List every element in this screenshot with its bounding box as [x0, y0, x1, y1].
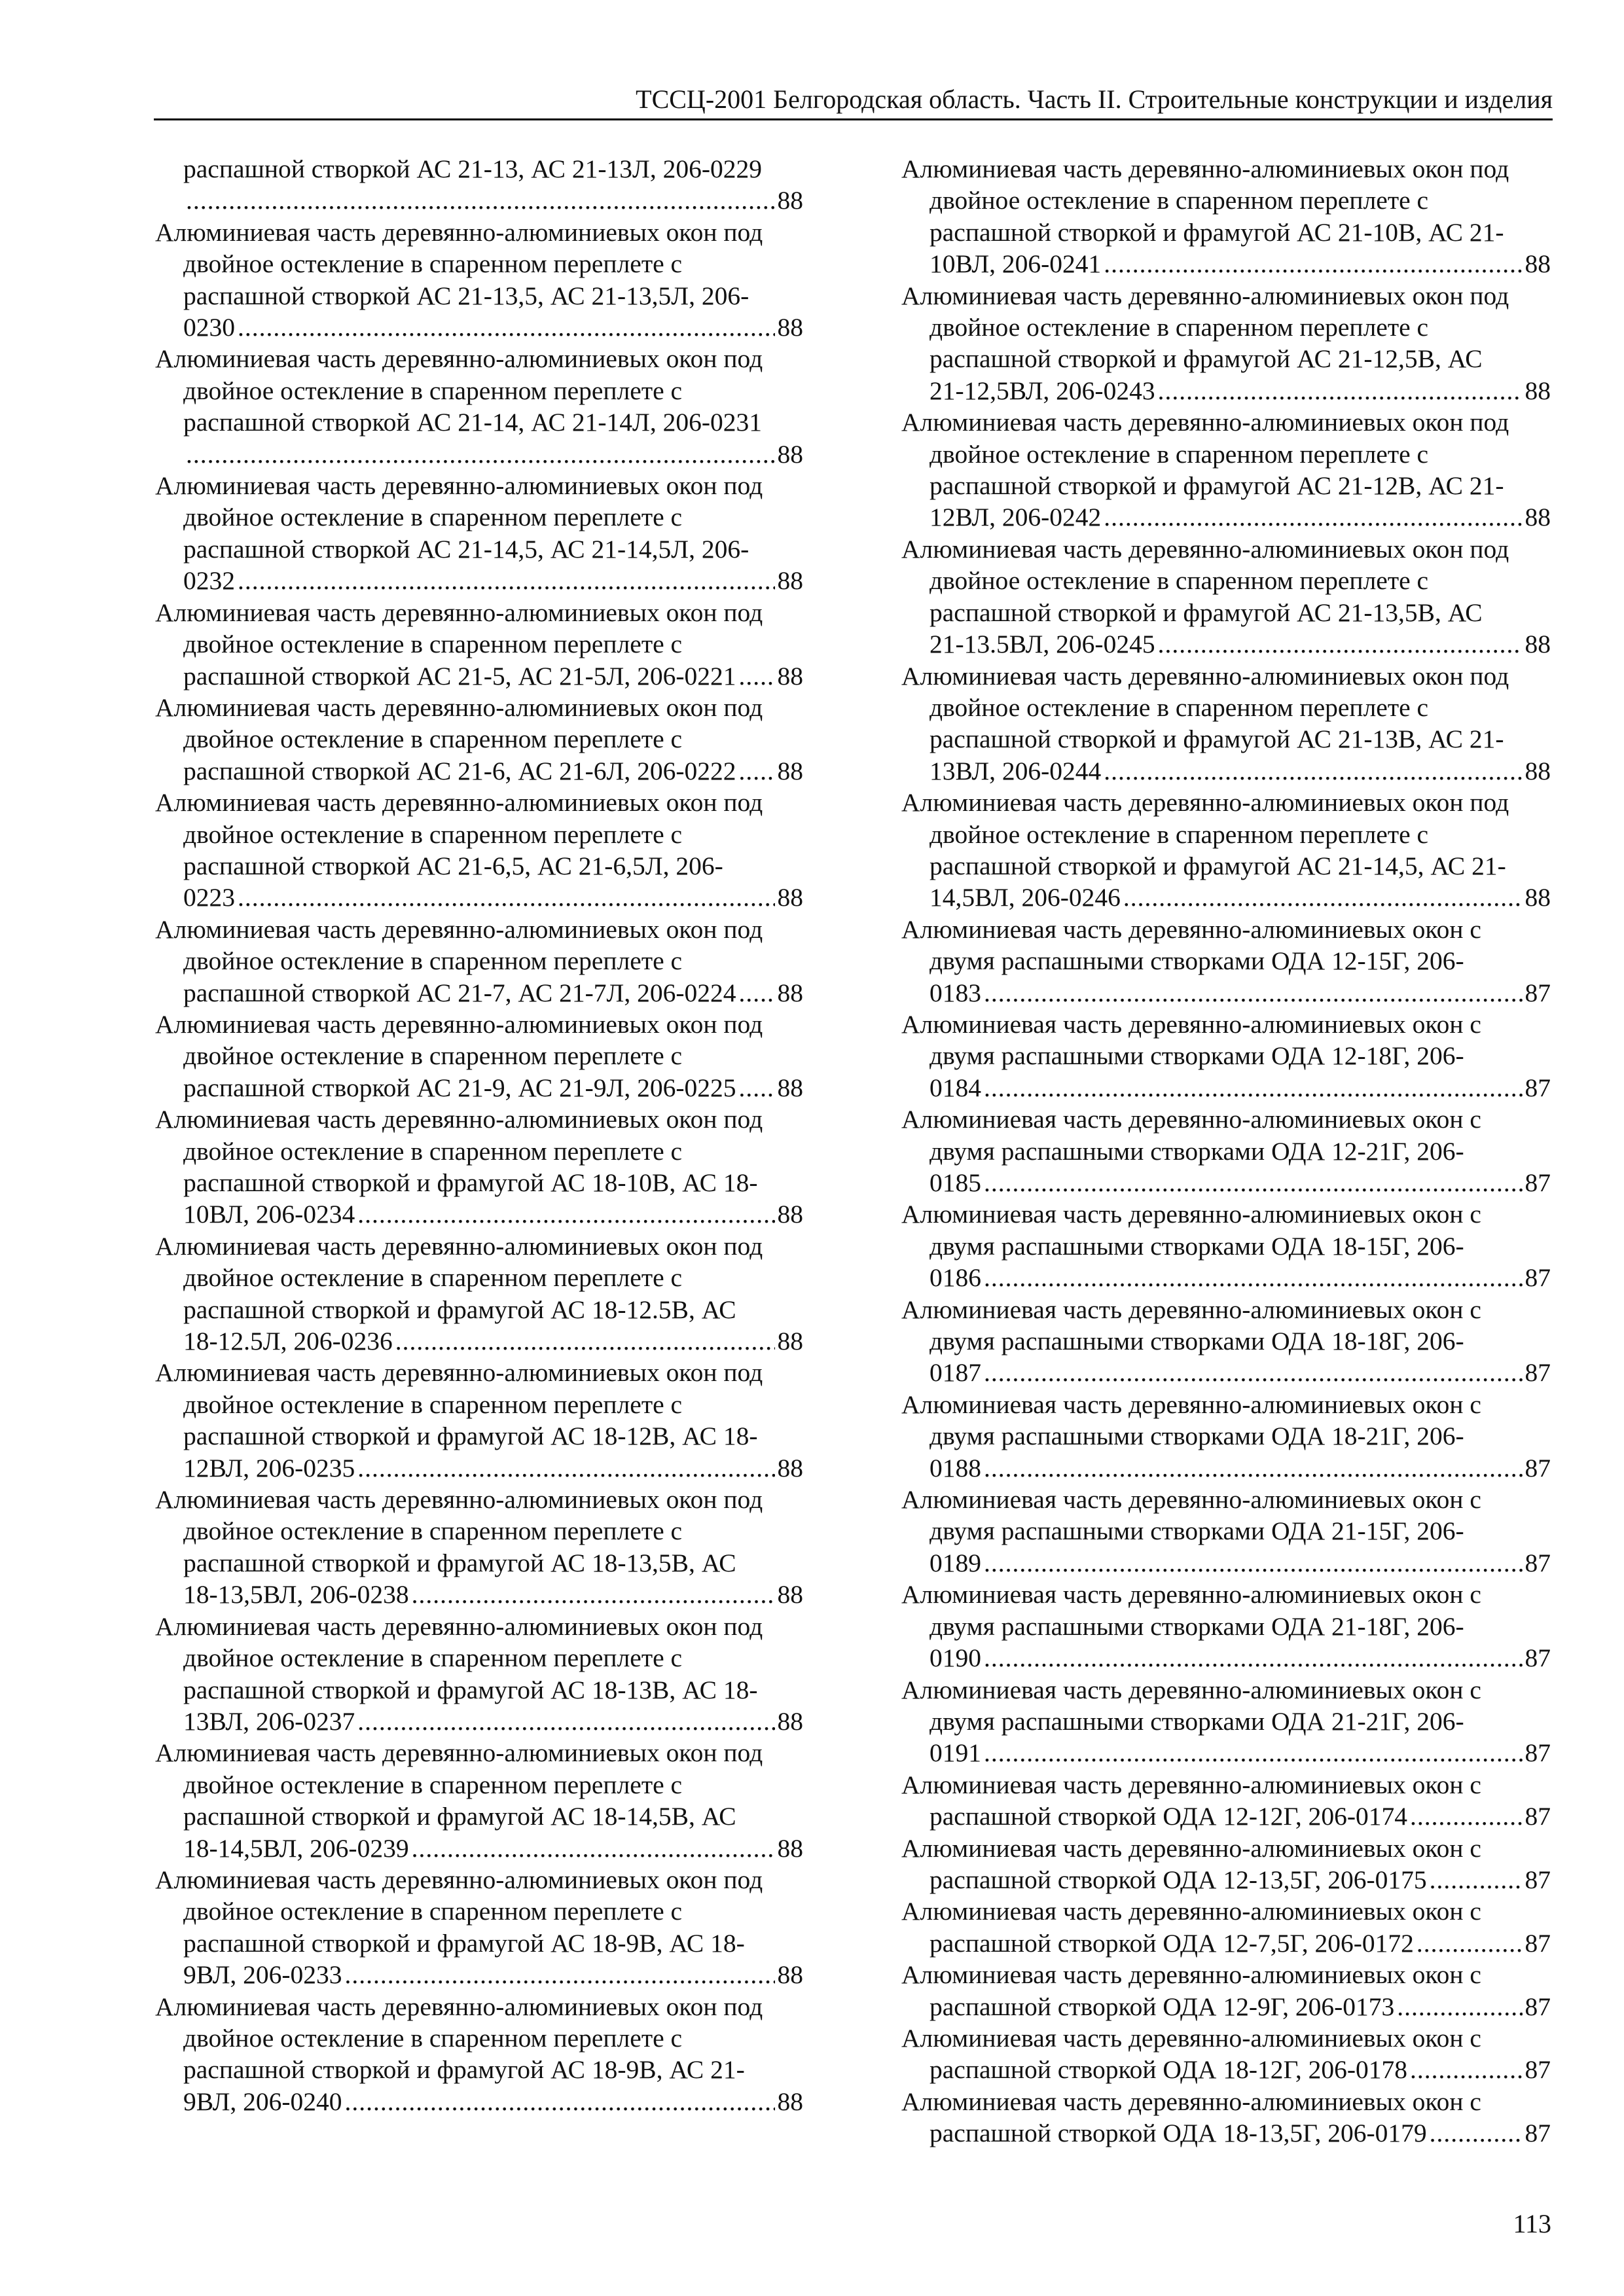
entry-text-line: Алюминиевая часть деревянно-алюминиевых окон под [155, 1738, 763, 1768]
entry-leader-line [901, 248, 1551, 279]
entry-text-line: 14,5ВЛ, 206-0246 [929, 883, 1121, 912]
header-title: ТССЦ-2001 Белгородская область. Часть II. Строительные конструкции и изделия [636, 84, 1553, 114]
entry-text-line: распашной створкой и фрамугой АС 21-13,5В, АС [929, 598, 1483, 627]
entry-text-line: двумя распашными створками ОДА 21-21Г, 206- [929, 1706, 1464, 1736]
entry-leader-line [901, 1928, 1551, 1959]
entry-text-line: двойное остекление в спаренном переплете с [929, 186, 1429, 215]
dot-leader [412, 1833, 775, 1864]
index-entry [901, 660, 1551, 787]
entry-text-line: распашной створкой АС 21-7, АС 21-7Л, 206-0224 [183, 978, 736, 1007]
entry-text-line: распашной створкой АС 21-14,5, АС 21-14,5Л, 206- [183, 534, 749, 564]
entry-text-line: 0190 [929, 1643, 981, 1673]
entry-text-line: 0186 [929, 1263, 981, 1293]
index-entry [155, 1009, 803, 1103]
entry-text-line: двойное остекление в спаренном переплете с [183, 249, 683, 279]
entry-page-number: 87 [1525, 2055, 1551, 2085]
entry-text-line: 0189 [929, 1548, 981, 1577]
entry-page-number: 88 [1525, 756, 1551, 785]
index-entry [901, 914, 1551, 1009]
dot-leader [186, 185, 775, 216]
entry-leader-line [155, 977, 803, 1009]
index-entry [155, 343, 803, 470]
entry-text-line: распашной створкой и фрамугой АС 18-13В, АС 18- [183, 1675, 758, 1704]
dot-leader [186, 439, 775, 470]
index-column-right [901, 153, 1551, 2149]
entry-page-number: 87 [1525, 1643, 1551, 1673]
dot-leader [984, 1737, 1523, 1768]
entry-text-line: распашной створкой и фрамугой АС 18-13,5В, АС [183, 1548, 736, 1577]
entry-leader-line [901, 977, 1551, 1009]
entry-text-line: Алюминиевая часть деревянно-алюминиевых окон с [901, 1833, 1481, 1863]
dot-leader [984, 1547, 1523, 1579]
entry-text-line: распашной створкой АС 21-6, АС 21-6Л, 206-0222 [183, 756, 736, 785]
entry-leader-line [155, 2086, 803, 2117]
entry-text-line: распашной створкой АС 21-13,5, АС 21-13,5Л, 206- [183, 281, 749, 310]
entry-text-line: двойное остекление в спаренном переплете с [183, 1770, 683, 1799]
entry-text-line: распашной створкой ОДА 18-13,5Г, 206-0179 [929, 2119, 1427, 2148]
dot-leader [984, 1072, 1523, 1103]
dot-leader [345, 2086, 775, 2117]
entry-text-line: Алюминиевая часть деревянно-алюминиевых окон под [155, 788, 763, 817]
entry-text-line: двумя распашными створками ОДА 21-15Г, 206- [929, 1516, 1464, 1546]
entry-text-line: Алюминиевая часть деревянно-алюминиевых окон с [901, 2023, 1481, 2053]
index-entry [155, 597, 803, 692]
entry-leader-line [155, 1452, 803, 1484]
entry-text-line: 9ВЛ, 206-0233 [183, 1960, 342, 1990]
index-entry [155, 1864, 803, 1991]
entry-leader-line [901, 1262, 1551, 1293]
entry-leader-line [155, 1198, 803, 1230]
index-entry [901, 533, 1551, 660]
entry-page-number: 87 [1525, 2119, 1551, 2148]
entry-text-line: двойное остекление в спаренном переплете с [183, 1041, 683, 1071]
entry-text-line: распашной створкой и фрамугой АС 18-9В, АС 18- [183, 1928, 745, 1958]
entry-text-line: распашной створкой АС 21-14, АС 21-14Л, 206-0231 [183, 408, 762, 437]
entry-text-line: двойное остекление в спаренном переплете с [183, 503, 683, 532]
entry-text-line: 21-12,5ВЛ, 206-0243 [929, 376, 1155, 405]
entry-text-line: Алюминиевая часть деревянно-алюминиевых окон с [901, 1295, 1481, 1324]
entry-text-line: Алюминиевая часть деревянно-алюминиевых окон под [155, 1992, 763, 2021]
entry-text-line: двойное остекление в спаренном переплете с [183, 725, 683, 754]
entry-text-line: Алюминиевая часть деревянно-алюминиевых окон под [901, 408, 1509, 437]
entry-text-line: Алюминиевая часть деревянно-алюминиевых окон под [155, 914, 763, 944]
dot-leader [984, 1357, 1523, 1388]
entry-leader-line [155, 882, 803, 913]
entry-leader-line [155, 312, 803, 343]
entry-page-number: 87 [1525, 1168, 1551, 1197]
index-entry [901, 1579, 1551, 1674]
entry-page-number: 87 [1525, 1992, 1551, 2021]
entry-leader-line [901, 501, 1551, 533]
entry-text-line: двумя распашными створками ОДА 12-18Г, 206- [929, 1041, 1464, 1071]
dot-leader [1104, 248, 1522, 279]
entry-leader-line [155, 565, 803, 596]
entry-page-number: 88 [777, 1580, 803, 1609]
entry-page-number: 87 [1525, 1865, 1551, 1894]
entry-text-line: Алюминиевая часть деревянно-алюминиевых окон с [901, 1897, 1481, 1926]
dot-leader [739, 1072, 775, 1103]
entry-text-line: 13ВЛ, 206-0237 [183, 1706, 355, 1736]
entry-text-line: двойное остекление в спаренном переплете с [183, 630, 683, 659]
index-entry [901, 153, 1551, 280]
entry-page-number: 88 [777, 186, 803, 215]
index-entry [155, 1737, 803, 1864]
entry-text-line: Алюминиевая часть деревянно-алюминиевых окон с [901, 1390, 1481, 1419]
entry-text-line: Алюминиевая часть деревянно-алюминиевых окон под [155, 1611, 763, 1641]
entry-leader-line [901, 1072, 1551, 1103]
entry-text-line: 18-14,5ВЛ, 206-0239 [183, 1833, 409, 1863]
entry-text-line: Алюминиевая часть деревянно-алюминиевых окон под [155, 471, 763, 501]
index-entry [155, 1484, 803, 1611]
dot-leader [1430, 2117, 1523, 2149]
entry-text-line: двойное остекление в спаренном переплете с [929, 819, 1429, 849]
dot-leader [984, 977, 1523, 1009]
entry-text-line: двойное остекление в спаренном переплете с [183, 1263, 683, 1293]
entry-page-number: 87 [1525, 1928, 1551, 1958]
index-entry [901, 1959, 1551, 2022]
entry-text-line: Алюминиевая часть деревянно-алюминиевых окон под [155, 1358, 763, 1388]
entry-text-line: распашной створкой ОДА 12-9Г, 206-0173 [929, 1992, 1395, 2021]
dot-leader [739, 755, 775, 787]
dot-leader [984, 1262, 1523, 1293]
entry-leader-line [155, 1706, 803, 1737]
entry-leader-line [901, 628, 1551, 660]
page-number: 113 [1513, 2209, 1551, 2238]
entry-text-line: Алюминиевая часть деревянно-алюминиевых окон под [901, 661, 1509, 691]
entry-text-line: двумя распашными створками ОДА 18-15Г, 206- [929, 1231, 1464, 1261]
index-entry [901, 787, 1551, 914]
entry-text-line: распашной створкой и фрамугой АС 18-10В, АС 18- [183, 1168, 758, 1197]
entry-page-number: 88 [777, 1706, 803, 1736]
dot-leader [1397, 1991, 1522, 2022]
entry-text-line: Алюминиевая часть деревянно-алюминиевых окон под [155, 1865, 763, 1894]
entry-leader-line [155, 1579, 803, 1610]
index-entry [155, 1103, 803, 1230]
entry-text-line: распашной створкой и фрамугой АС 18-12.5В, АС [183, 1295, 736, 1324]
dot-leader [238, 882, 775, 913]
entry-leader-line [155, 1959, 803, 1990]
entry-text-line: распашной створкой ОДА 12-13,5Г, 206-0175 [929, 1865, 1427, 1894]
entry-leader-line [901, 1737, 1551, 1768]
entry-page-number: 88 [777, 2087, 803, 2116]
entry-leader-line [155, 1325, 803, 1357]
index-entry [901, 1103, 1551, 1198]
entry-text-line: Алюминиевая часть деревянно-алюминиевых окон под [155, 344, 763, 374]
entry-text-line: 0232 [183, 566, 235, 596]
dot-leader [984, 1167, 1523, 1198]
entry-text-line: Алюминиевая часть деревянно-алюминиевых окон с [901, 1105, 1481, 1134]
entry-page-number: 88 [777, 661, 803, 691]
dot-leader [984, 1642, 1523, 1674]
entry-page-number: 88 [1525, 883, 1551, 912]
entry-leader-line [155, 185, 803, 216]
entry-text-line: Алюминиевая часть деревянно-алюминиевых окон с [901, 1009, 1481, 1039]
entry-leader-line [901, 1357, 1551, 1388]
dot-leader [345, 1959, 775, 1990]
index-entry [155, 153, 803, 217]
entry-text-line: 9ВЛ, 206-0240 [183, 2087, 342, 2116]
dot-leader [1158, 375, 1523, 406]
entry-text-line: 0191 [929, 1738, 981, 1768]
entry-text-line: Алюминиевая часть деревянно-алюминиевых окон с [901, 914, 1481, 944]
entry-page-number: 88 [777, 439, 803, 469]
entry-page-number: 88 [777, 566, 803, 596]
entry-leader-line [901, 2117, 1551, 2149]
dot-leader [1123, 882, 1523, 913]
entry-page-number: 88 [1525, 376, 1551, 405]
entry-text-line: 18-12.5Л, 206-0236 [183, 1327, 393, 1356]
entry-page-number: 87 [1525, 1738, 1551, 1768]
entry-page-number: 88 [777, 1453, 803, 1482]
entry-text-line: двойное остекление в спаренном переплете с [183, 1643, 683, 1673]
entry-page-number: 88 [777, 883, 803, 912]
entry-page-number: 87 [1525, 1263, 1551, 1293]
entry-text-line: двойное остекление в спаренном переплете с [929, 439, 1429, 469]
index-entry [901, 1833, 1551, 1896]
dot-leader [357, 1706, 774, 1737]
entry-text-line: двойное остекление в спаренном переплете с [183, 2023, 683, 2053]
entry-text-line: 0184 [929, 1073, 981, 1102]
index-entry [901, 1009, 1551, 1103]
entry-text-line: 0230 [183, 313, 235, 342]
entry-text-line: двумя распашными створками ОДА 18-18Г, 206- [929, 1327, 1464, 1356]
index-column-left [155, 153, 803, 2117]
entry-leader-line [155, 660, 803, 692]
index-entry [155, 787, 803, 914]
entry-page-number: 88 [777, 1200, 803, 1229]
entry-page-number: 87 [1525, 1453, 1551, 1482]
entry-text-line: двойное остекление в спаренном переплете с [183, 1136, 683, 1166]
entry-text-line: распашной створкой ОДА 12-12Г, 206-0174 [929, 1802, 1408, 1831]
entry-text-line: двойное остекление в спаренном переплете с [183, 819, 683, 849]
dot-leader [412, 1579, 775, 1610]
index-entry [901, 1769, 1551, 1833]
entry-leader-line [901, 1452, 1551, 1484]
running-header [154, 84, 1553, 120]
entry-text-line: Алюминиевая часть деревянно-алюминиевых окон под [155, 1485, 763, 1515]
entry-text-line: распашной створкой и фрамугой АС 21-10В, АС 21- [929, 217, 1504, 247]
entry-text-line: 0188 [929, 1453, 981, 1482]
entry-page-number: 88 [777, 1833, 803, 1863]
entry-page-number: 87 [1525, 1358, 1551, 1388]
dot-leader [357, 1452, 774, 1484]
entry-page-number: 88 [1525, 503, 1551, 532]
dot-leader [357, 1198, 774, 1230]
entry-text-line: 0187 [929, 1358, 981, 1388]
entry-text-line: 0185 [929, 1168, 981, 1197]
entry-text-line: распашной створкой АС 21-13, АС 21-13Л, 206-0229 [183, 154, 762, 183]
entry-text-line: Алюминиевая часть деревянно-алюминиевых окон с [901, 1485, 1481, 1515]
entry-text-line: распашной створкой АС 21-5, АС 21-5Л, 206-0221 [183, 661, 736, 691]
dot-leader [1430, 1864, 1523, 1895]
index-entry [155, 1230, 803, 1357]
entry-text-line: Алюминиевая часть деревянно-алюминиевых окон под [901, 788, 1509, 817]
dot-leader [1410, 1801, 1522, 1832]
entry-page-number: 88 [1525, 249, 1551, 279]
entry-page-number: 88 [777, 1960, 803, 1990]
entry-text-line: распашной створкой ОДА 18-12Г, 206-0178 [929, 2055, 1408, 2085]
entry-text-line: 12ВЛ, 206-0242 [929, 503, 1102, 532]
dot-leader [1416, 1928, 1523, 1959]
entry-text-line: Алюминиевая часть деревянно-алюминиевых окон под [901, 281, 1509, 310]
dot-leader [739, 977, 775, 1009]
index-entry [155, 692, 803, 787]
index-entry [901, 280, 1551, 407]
entry-text-line: двумя распашными створками ОДА 12-15Г, 206- [929, 946, 1464, 976]
entry-text-line: распашной створкой и фрамугой АС 18-9В, АС 21- [183, 2055, 745, 2085]
entry-text-line: распашной створкой и фрамугой АС 21-14,5, АС 21- [929, 851, 1506, 880]
entry-text-line: распашной створкой ОДА 12-7,5Г, 206-0172 [929, 1928, 1414, 1958]
dot-leader [238, 565, 775, 596]
entry-text-line: Алюминиевая часть деревянно-алюминиевых окон под [901, 534, 1509, 564]
entry-text-line: Алюминиевая часть деревянно-алюминиевых окон с [901, 1675, 1481, 1704]
entry-page-number: 87 [1525, 1073, 1551, 1102]
entry-leader-line [155, 755, 803, 787]
entry-leader-line [901, 1642, 1551, 1674]
entry-leader-line [155, 1072, 803, 1103]
entry-leader-line [901, 755, 1551, 787]
entry-text-line: двойное остекление в спаренном переплете с [929, 692, 1429, 722]
entry-text-line: Алюминиевая часть деревянно-алюминиевых окон с [901, 1770, 1481, 1799]
entry-leader-line [901, 2054, 1551, 2085]
entry-text-line: двойное остекление в спаренном переплете с [183, 376, 683, 405]
index-entry [901, 406, 1551, 533]
entry-text-line: двумя распашными створками ОДА 21-18Г, 206- [929, 1611, 1464, 1641]
dot-leader [1410, 2054, 1522, 2085]
entry-leader-line [901, 882, 1551, 913]
dot-leader [238, 312, 775, 343]
entry-text-line: Алюминиевая часть деревянно-алюминиевых окон с [901, 2087, 1481, 2116]
entry-page-number: 88 [1525, 630, 1551, 659]
entry-leader-line [155, 439, 803, 470]
entry-text-line: 0183 [929, 978, 981, 1007]
entry-text-line: распашной створкой АС 21-9, АС 21-9Л, 206-0225 [183, 1073, 736, 1102]
entry-text-line: распашной створкой и фрамугой АС 21-12,5В, АС [929, 344, 1483, 374]
index-entry [901, 1674, 1551, 1769]
index-entry [901, 1484, 1551, 1579]
index-entry [155, 217, 803, 344]
index-entry [155, 470, 803, 597]
index-entry [901, 2022, 1551, 2086]
entry-page-number: 88 [777, 978, 803, 1007]
dot-leader [984, 1452, 1523, 1484]
entry-text-line: двойное остекление в спаренном переплете с [929, 566, 1429, 596]
entry-leader-line [901, 1167, 1551, 1198]
entry-page-number: 88 [777, 1073, 803, 1102]
entry-text-line: двойное остекление в спаренном переплете с [183, 1516, 683, 1546]
entry-leader-line [901, 1991, 1551, 2022]
dot-leader [1104, 501, 1522, 533]
entry-text-line: двойное остекление в спаренном переплете с [183, 946, 683, 976]
entry-leader-line [901, 1864, 1551, 1895]
entry-text-line: двойное остекление в спаренном переплете с [183, 1897, 683, 1926]
entry-text-line: 10ВЛ, 206-0234 [183, 1200, 355, 1229]
index-entry [155, 1991, 803, 2118]
index-entry [901, 1895, 1551, 1959]
index-entry [901, 1294, 1551, 1389]
entry-text-line: Алюминиевая часть деревянно-алюминиевых окон с [901, 1200, 1481, 1229]
dot-leader [395, 1325, 775, 1357]
entry-text-line: двойное остекление в спаренном переплете с [183, 1390, 683, 1419]
entry-text-line: Алюминиевая часть деревянно-алюминиевых окон под [155, 598, 763, 627]
index-entry [901, 1198, 1551, 1293]
entry-text-line: распашной створкой АС 21-6,5, АС 21-6,5Л, 206- [183, 851, 723, 880]
entry-text-line: распашной створкой и фрамугой АС 21-13В, АС 21- [929, 725, 1504, 754]
entry-text-line: распашной створкой и фрамугой АС 21-12В, АС 21- [929, 471, 1504, 501]
index-entry [901, 2086, 1551, 2149]
index-entry [155, 1611, 803, 1738]
entry-text-line: Алюминиевая часть деревянно-алюминиевых окон под [155, 1105, 763, 1134]
entry-text-line: 12ВЛ, 206-0235 [183, 1453, 355, 1482]
entry-text-line: 10ВЛ, 206-0241 [929, 249, 1102, 279]
entry-leader-line [901, 1801, 1551, 1832]
entry-page-number: 87 [1525, 978, 1551, 1007]
entry-leader-line [901, 1547, 1551, 1579]
entry-text-line: двумя распашными створками ОДА 12-21Г, 206- [929, 1136, 1464, 1166]
entry-text-line: распашной створкой и фрамугой АС 18-14,5В, АС [183, 1802, 736, 1831]
entry-page-number: 87 [1525, 1548, 1551, 1577]
entry-page-number: 88 [777, 313, 803, 342]
entry-text-line: Алюминиевая часть деревянно-алюминиевых окон под [901, 154, 1509, 183]
entry-text-line: 13ВЛ, 206-0244 [929, 756, 1102, 785]
dot-leader [1158, 628, 1523, 660]
entry-text-line: двумя распашными створками ОДА 18-21Г, 206- [929, 1422, 1464, 1451]
entry-page-number: 88 [777, 1327, 803, 1356]
entry-text-line: распашной створкой и фрамугой АС 18-12В, АС 18- [183, 1422, 758, 1451]
entry-text-line: Алюминиевая часть деревянно-алюминиевых окон под [155, 1009, 763, 1039]
entry-text-line: 0223 [183, 883, 235, 912]
entry-page-number: 88 [777, 756, 803, 785]
entry-text-line: 18-13,5ВЛ, 206-0238 [183, 1580, 409, 1609]
entry-text-line: Алюминиевая часть деревянно-алюминиевых окон с [901, 1960, 1481, 1990]
entry-text-line: 21-13.5ВЛ, 206-0245 [929, 630, 1155, 659]
dot-leader [1104, 755, 1522, 787]
index-entry [155, 1357, 803, 1484]
entry-leader-line [155, 1833, 803, 1864]
index-entry [901, 1389, 1551, 1484]
entry-text-line: Алюминиевая часть деревянно-алюминиевых окон с [901, 1580, 1481, 1609]
entry-text-line: Алюминиевая часть деревянно-алюминиевых окон под [155, 1231, 763, 1261]
entry-leader-line [901, 375, 1551, 406]
index-entry [155, 914, 803, 1009]
entry-page-number: 87 [1525, 1802, 1551, 1831]
dot-leader [739, 660, 775, 692]
entry-text-line: Алюминиевая часть деревянно-алюминиевых окон под [155, 217, 763, 247]
entry-text-line: двойное остекление в спаренном переплете с [929, 313, 1429, 342]
entry-text-line: Алюминиевая часть деревянно-алюминиевых окон под [155, 692, 763, 722]
